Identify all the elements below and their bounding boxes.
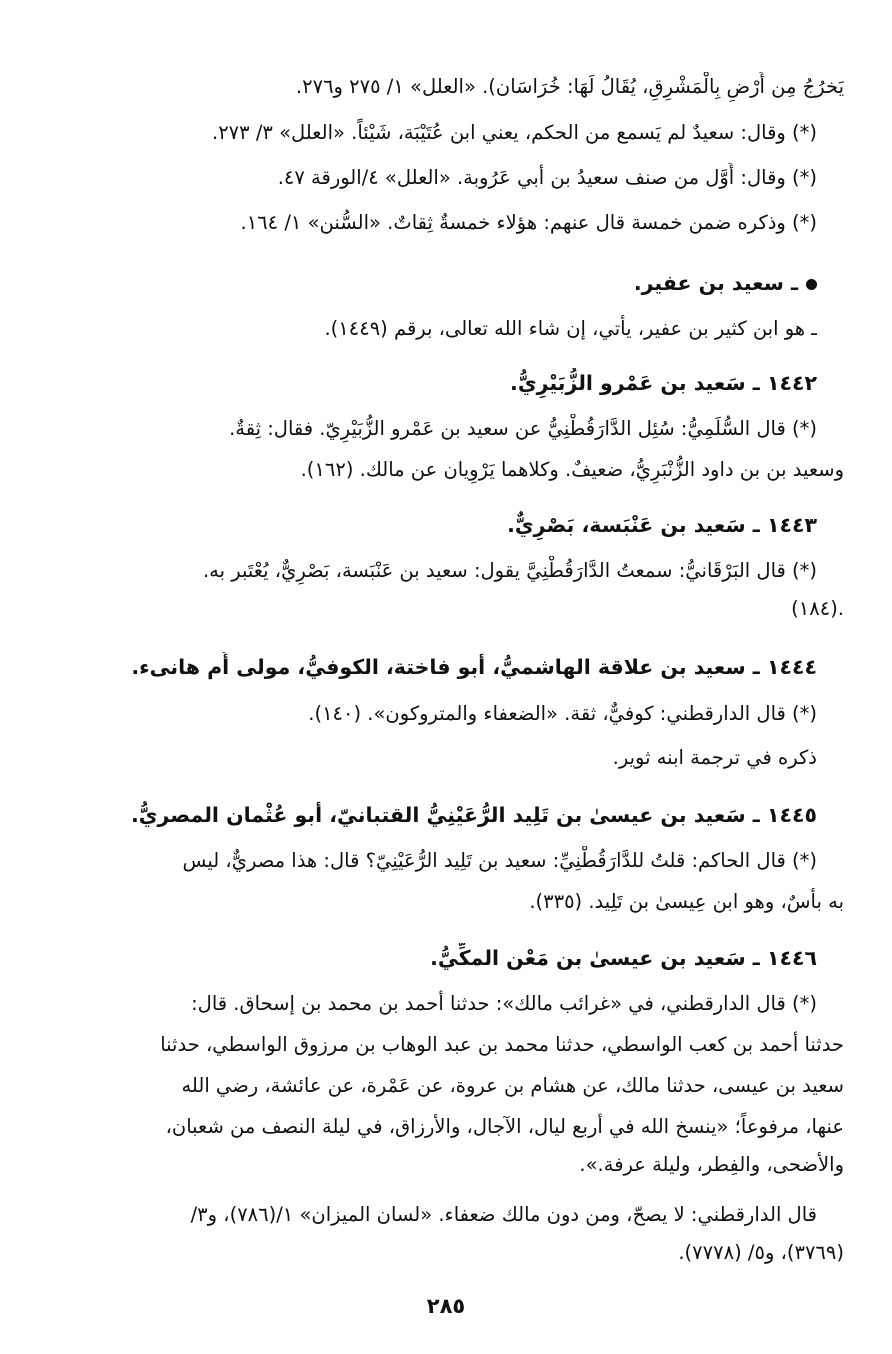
text-line: .(١٨٤) (791, 597, 844, 620)
text-line: سعيد بن عيسى، حدثنا مالك، عن هشام بن عروة، عن عَمْرة، عن عائشة، رضي الله (181, 1074, 844, 1097)
text-line: (*) قال السُّلَمِيُّ: سُئِل الدَّارَقُطْنِيُّ عن سعيد بن عَمْرو الزُّبَيْرِيّ. فقال: ثِقةٌ. (229, 417, 817, 440)
page-number: ٢٨٥ (426, 1294, 466, 1318)
text-line: (٣٧٦٩)، و٥/ (٧٧٧٨). (678, 1241, 844, 1264)
text-line: حدثنا أحمد بن كعب الواسطي، حدثنا محمد بن عبد الوهاب بن مرزوق الواسطي، حدثنا (160, 1033, 844, 1056)
entry-heading: ١٤٤٢ ـ سَعيد بن عَمْرو الزُّبَيْرِيُّ. (510, 371, 817, 395)
text-line: (*) وقال: سعيدٌ لم يَسمع من الحكم، يعني ابن عُتَيْبَة، شَيْئاً. «العلل» ٣/ ٢٧٣. (212, 121, 817, 144)
text-line: (*) قال الدارقطني، في «غرائب مالك»: حدثنا أحمد بن محمد بن إسحاق. قال: (191, 992, 817, 1015)
text-line: ـ هو ابن كثير بن عفير، يأتي، إن شاء الله تعالى، برقم (١٤٤٩). (324, 317, 817, 340)
text-line: عنها، مرفوعاً؛ «ينسخ الله في أربع ليال، الآجال، والأرزاق، في ليلة النصف من شعبان، (165, 1115, 844, 1138)
text-line: (*) قال الحاكم: قلتُ للدَّارَقُطْنِيِّ: سعيد بن تَلِيد الرُّعَيْنِيّ؟ قال: هذا مصريٌّ، ليس (182, 849, 817, 872)
text-line: يَخرُجُ مِن أَرْضٍ بِالْمَشْرِقِ، يُقَالُ لَهَا: خُرَاسَان). «العلل» ١/ ٢٧٥ و٢٧٦. (295, 75, 844, 98)
entry-heading: ١٤٤٥ ـ سَعيد بن عيسىٰ بن تَلِيد الرُّعَيْنِيُّ القتبانيّ، أبو عُثْمان المصريُّ. (130, 803, 817, 827)
text-line: (*) وقال: أَوَّل من صنف سعيدُ بن أبي عَرُوبة. «العلل» ٤/الورقة ٤٧. (277, 166, 817, 189)
bullet-icon (806, 279, 817, 290)
text-line: قال الدارقطني: لا يصحّ، ومن دون مالك ضعفاء. «لسان الميزان» ١/(٧٨٦)، و٣/ (190, 1203, 817, 1226)
text-line: (*) قال الدارقطني: كوفيٌّ، ثقة. «الضعفاء والمتروكون». (١٤٠). (308, 702, 817, 725)
text-line: والأضحى، والفِطر، وليلة عرفة.». (579, 1153, 844, 1176)
entry-heading: ١٤٤٤ ـ سعيد بن علاقة الهاشميُّ، أبو فاختة، الكوفيُّ، مولى أُم هانىء. (131, 655, 817, 679)
entry-heading (60, 268, 817, 298)
entry-heading-text: ـ سعيد بن عفير. (633, 271, 798, 295)
text-line: ذكره في ترجمة ابنه ثوير. (612, 746, 817, 769)
text-line: (*) قال البَرْقَانيُّ: سمعتُ الدَّارَقُطْنِيَّ يقول: سعيد بن عَنْبَسة، بَصْرِيٌّ، يُعْتَبر به. (202, 559, 817, 582)
entry-heading: ١٤٤٣ ـ سَعيد بن عَنْبَسة، بَصْرِيٌّ. (507, 513, 817, 537)
text-line: به بأسٌ، وهو ابن عِيسىٰ بن تَلِيد. (٣٣٥). (529, 890, 844, 913)
text-line: (*) وذكره ضمن خمسة قال عنهم: هؤلاء خمسةٌ ثِقاتٌ. «السُّنن» ١/ ١٦٤. (240, 211, 817, 234)
entry-heading: ١٤٤٦ ـ سَعيد بن عيسىٰ بن مَعْن المكِّيُّ. (430, 946, 817, 970)
text-line: وسعيد بن بن داود الزُّنْبَرِيُّ، ضعيفٌ. وكلاهما يَرْوِيان عن مالك. (١٦٢). (300, 458, 844, 481)
